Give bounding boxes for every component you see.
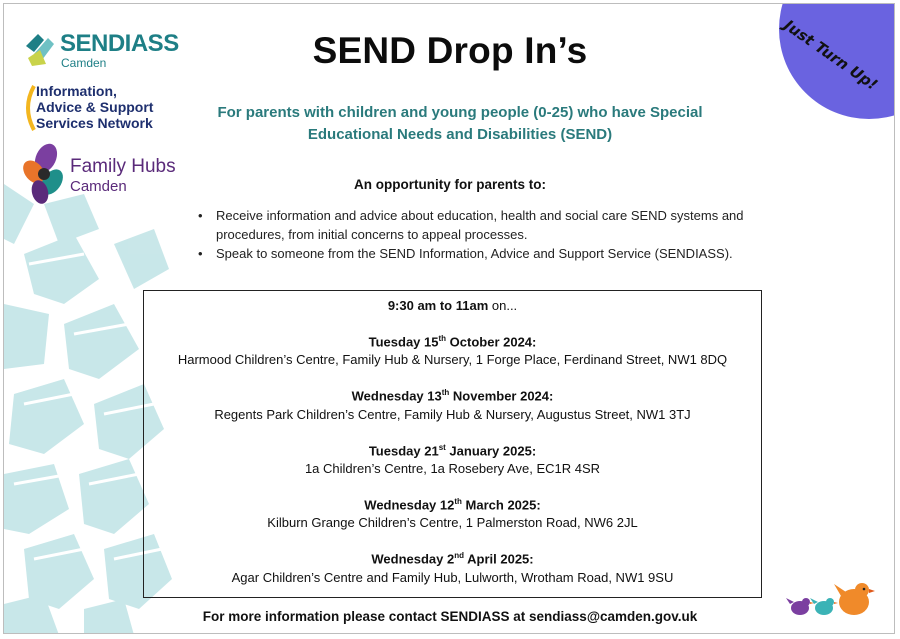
event-date: Wednesday 13th November 2024: xyxy=(351,388,554,404)
event-item xyxy=(144,439,761,478)
family-hubs-name: Family Hubs xyxy=(70,156,176,177)
event-venue: Agar Children’s Centre and Family Hub, Lulworth, Wrotham Road, NW1 9SU xyxy=(231,569,674,585)
event-venue: Regents Park Children’s Centre, Family Hub & Nursery, Augustus Street, NW1 3TJ xyxy=(214,406,691,422)
bullet-text: Receive information and advice about education, health and social care SEND systems and procedures, from initial concerns to appeal processes. xyxy=(216,208,744,242)
bullet-list xyxy=(196,206,796,263)
sendiass-name: SENDIASS xyxy=(60,30,179,57)
time-range: 9:30 am to 11am xyxy=(387,298,489,313)
subtitle xyxy=(190,102,730,146)
event-item xyxy=(144,547,761,586)
bullet-icon: • xyxy=(198,208,203,223)
bird-orange-icon xyxy=(834,583,875,615)
footer-contact: For more information please contact SENDIASS at sendiass@camden.gov.uk xyxy=(202,609,698,624)
iass-arc-icon xyxy=(22,84,36,132)
event-venue: Kilburn Grange Children’s Centre, 1 Palmerston Road, NW6 2JL xyxy=(267,515,638,531)
event-item xyxy=(144,330,761,369)
bullet-item xyxy=(196,206,796,244)
birds-decoration xyxy=(786,578,876,620)
family-hubs-sub: Camden xyxy=(70,178,127,195)
subtitle-line1: For parents with children and young people (0-25) who have Special xyxy=(217,104,703,121)
sendiass-sub: Camden xyxy=(61,56,107,70)
family-hubs-flower-icon xyxy=(22,142,68,206)
bird-teal-icon xyxy=(810,598,838,615)
bird-purple-icon xyxy=(786,598,814,615)
time-suffix: on... xyxy=(488,298,518,313)
event-item xyxy=(144,493,761,532)
iass-network-logo xyxy=(22,82,192,134)
family-hubs-logo xyxy=(22,142,192,210)
iass-line3: Services Network xyxy=(36,115,153,131)
bullet-icon: • xyxy=(198,246,203,261)
schedule-box xyxy=(143,290,762,598)
page-title: SEND Drop In’s xyxy=(312,30,588,71)
bullet-text: Speak to someone from the SEND Information, Advice and Support Service (SENDIASS). xyxy=(216,246,733,261)
event-date: Tuesday 15th October 2024: xyxy=(368,334,537,350)
event-date: Wednesday 2nd April 2025: xyxy=(371,551,534,567)
corner-badge-text: Just Turn Up! xyxy=(781,16,882,94)
event-venue: 1a Children’s Centre, 1a Rosebery Ave, EC1R 4SR xyxy=(304,460,601,476)
iass-line2: Advice & Support xyxy=(36,99,154,115)
event-date: Wednesday 12th March 2025: xyxy=(364,496,541,513)
iass-line1: Information, xyxy=(36,83,117,99)
opportunity-heading: An opportunity for parents to: xyxy=(354,177,546,192)
subtitle-line2: Educational Needs and Disabilities (SEND) xyxy=(307,126,613,143)
event-item xyxy=(144,384,761,423)
time-line xyxy=(144,297,761,315)
event-venue: Harmood Children’s Centre, Family Hub & Nursery, 1 Forge Place, Ferdinand Street, NW1 8DQ xyxy=(177,352,728,368)
event-date: Tuesday 21st January 2025: xyxy=(368,442,537,458)
bullet-item xyxy=(196,244,796,263)
